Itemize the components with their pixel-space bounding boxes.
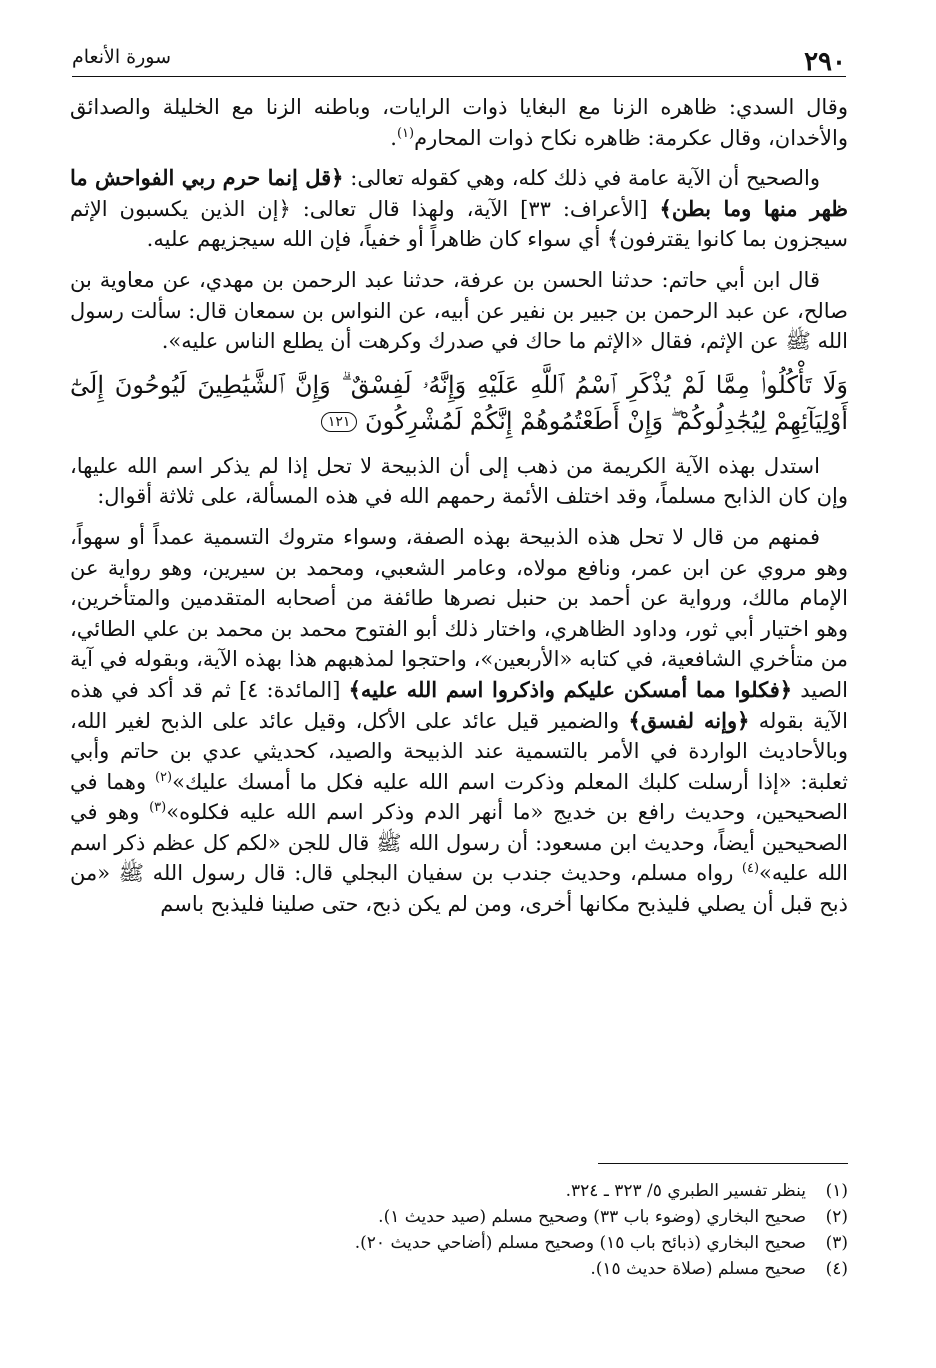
paragraph-text: رواه مسلم، وحديث جندب بن سفيان البجلي قال: قال رسول الله ﷺ «من ذبح قبل أن يصلي فليذبح مكانها أخرى، ومن لم يكن ذبح، حتى صلينا فليذبح باسم xyxy=(70,861,848,917)
verse-text: وَلَا تَأْكُلُوا۟ مِمَّا لَمْ يُذْكَرِ ٱسْمُ ٱللَّهِ عَلَيْهِ وَإِنَّهُۥ لَفِسْقٌ ۗ وَإِنَّ ٱلشَّيَٰطِينَ لَيُوحُونَ إِلَىٰٓ أَوْلِيَآئِهِمْ لِيُجَٰدِلُوكُمْ ۖ وَإِنْ أَطَعْتُمُوهُمْ إِنَّكُمْ لَمُشْرِكُونَ xyxy=(70,370,848,435)
footnote-marker: (٤) xyxy=(741,861,760,877)
footnote-number: (٣) xyxy=(825,1233,848,1253)
footnotes xyxy=(70,1178,848,1282)
paragraph-istidlal: استدل بهذه الآية الكريمة من ذهب إلى أن الذبيحة لا تحل إذا لم يذكر اسم الله عليها، وإن كان الذابح مسلماً، وقد اختلف الأئمة رحمهم الله في هذه المسألة، على ثلاثة أقوال: xyxy=(70,453,848,509)
quran-quote: ﴿وإنه لفسق﴾ xyxy=(628,707,750,733)
footnote-item xyxy=(70,1204,848,1230)
page-number: ٢٩٠ xyxy=(804,47,846,77)
footnote-text: ينظر تفسير الطبري ٥/ ٣٢٣ ـ ٣٢٤. xyxy=(565,1181,806,1201)
running-header xyxy=(72,42,846,77)
footnote-item xyxy=(70,1178,848,1204)
footnote-number: (٤) xyxy=(825,1259,848,1279)
footnote-item xyxy=(70,1230,848,1256)
paragraph-sahih xyxy=(70,163,848,255)
footnote-marker: (١) xyxy=(396,125,415,141)
paragraph-tail: . xyxy=(390,125,397,150)
paragraph-text: وهما في الصحيحين، وحديث رافع بن خديج «ما أنهر الدم وذكر اسم الله عليه فكلوه» xyxy=(70,769,848,825)
paragraph-text: وقال السدي: ظاهره الزنا مع البغايا ذوات الرايات، وباطنه الزنا مع الخليلة والصدائق والأخدان، وقال عكرمة: ظاهره نكاح ذوات المحارم xyxy=(70,95,848,150)
paragraph-text: والصحيح أن الآية عامة في ذلك كله، وهي كقوله تعالى: xyxy=(343,166,820,191)
quran-verse xyxy=(70,367,848,439)
paragraph-text: [المائدة: ٤] ثم قد أكد في هذه الآية بقوله xyxy=(70,677,848,733)
verse-number: ١٢١ xyxy=(321,412,358,432)
footnote-number: (٢) xyxy=(825,1207,848,1227)
surah-name: سورة الأنعام xyxy=(72,46,172,68)
paragraph-text: وهو في الصحيحين أيضاً، وحديث ابن مسعود: أن رسول الله ﷺ قال للجن «لكم كل عظم ذكر اسم الله عليه» xyxy=(70,800,848,886)
paragraph-first-opinion xyxy=(70,522,848,920)
main-text xyxy=(70,92,848,930)
quran-quote: ﴿قل إنما حرم ربي الفواحش ما ظهر منها وما بطن﴾ xyxy=(70,165,848,221)
footnote-item xyxy=(70,1256,848,1282)
paragraph-suddi xyxy=(70,92,848,153)
paragraph-ibn-abi-hatim: قال ابن أبي حاتم: حدثنا الحسن بن عرفة، حدثنا عبد الرحمن بن مهدي، عن معاوية بن صالح، عن عبد الرحمن بن جبير بن نفير عن أبيه، عن النواس بن سمعان قال: سألت رسول الله ﷺ عن الإثم، فقال «الإثم ما حاك في صدرك وكرهت أن يطلع الناس عليه». xyxy=(70,267,848,354)
footnote-marker: (٢) xyxy=(154,769,173,785)
footnote-number: (١) xyxy=(825,1181,848,1201)
paragraph-text: أي سواء كان ظاهراً أو خفياً، فإن الله سيجزيهم عليه. xyxy=(146,227,608,252)
paragraph-text: [الأعراف: ٣٣] الآية، ولهذا قال تعالى: xyxy=(290,196,660,221)
footnote-text: صحيح البخاري (ذبائح باب ١٥) وصحيح مسلم (أضاحي حديث ٢٠). xyxy=(354,1233,806,1253)
footnote-separator xyxy=(598,1163,848,1164)
paragraph-text: فمنهم من قال لا تحل هذه الذبيحة بهذه الصفة، وسواء متروك التسمية عمداً أو سهواً، وهو مروي عن ابن عمر، ونافع مولاه، وعامر الشعبي، ومحمد بن سيرين، وهو رواية عن الإمام مالك، ورواية عن أحمد بن حنبل نصرها طائفة من أصحابه المتقدمين والمتأخرين، وهو اختيار أبي ثور، وداود الظاهري، واختار ذلك أبو الفتوح محمد بن محمد بن علي الطائي، من متأخري الشافعية، في كتابه «الأربعين»، واحتجوا لمذهبهم هذا بهذه الآية، وبقوله في آية الصيد xyxy=(70,524,848,702)
paragraph-text: ﴿إن الذين يكسبون الإثم سيجزون بما كانوا يقترفون﴾ xyxy=(70,196,848,252)
footnote-text: صحيح البخاري (وضوء باب ٣٣) وصحيح مسلم (صيد حديث ١). xyxy=(378,1207,806,1227)
footnote-text: صحيح مسلم (صلاة حديث ١٥). xyxy=(590,1259,806,1279)
paragraph-text: والضمير قيل عائد على الأكل، وقيل عائد على الذبح لغير الله، وبالأحاديث الواردة في الأمر بالتسمية عند الذبيحة والصيد، كحديثي عدي بن حاتم وأبي ثعلبة: «إذا أرسلت كلبك المعلم وذكرت اسم الله عليه فكل ما أمسك عليك» xyxy=(70,708,848,794)
footnote-marker: (٣) xyxy=(149,800,167,816)
quran-quote: ﴿فكلوا مما أمسكن عليكم واذكروا اسم الله عليه﴾ xyxy=(348,676,793,702)
